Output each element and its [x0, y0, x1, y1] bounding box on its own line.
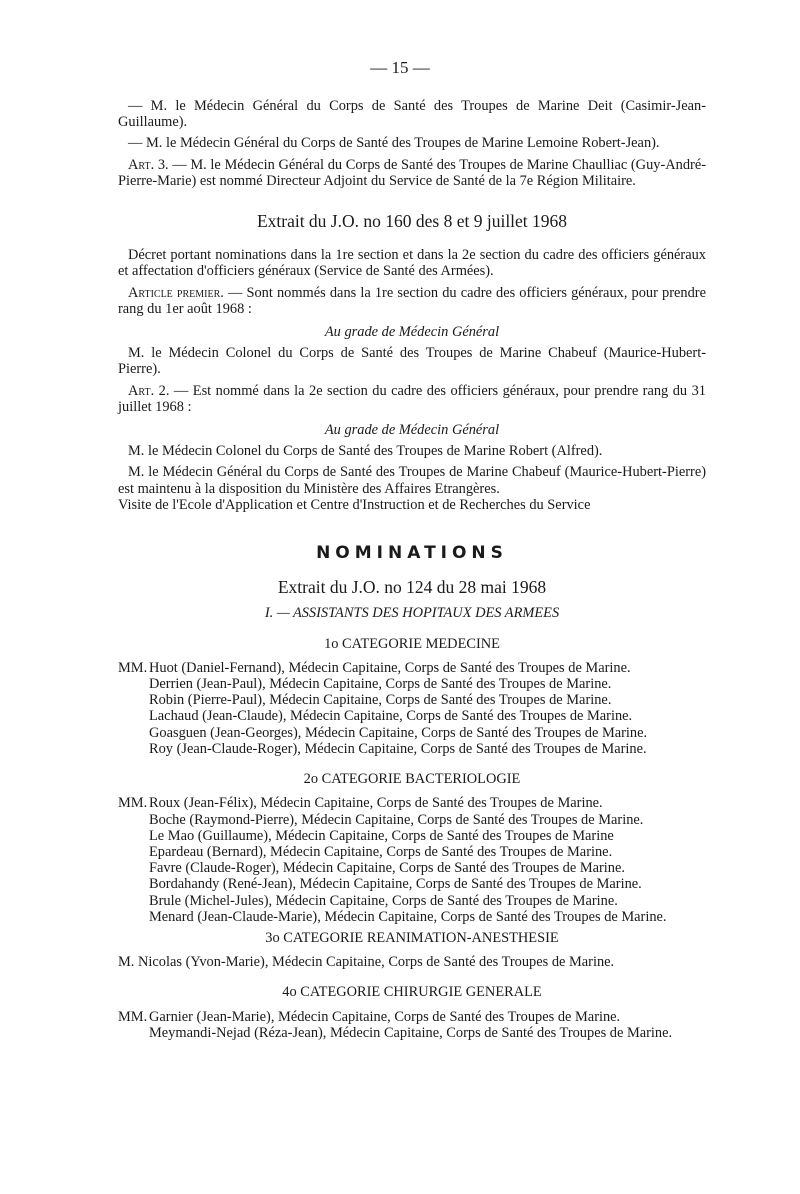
paragraph-deit: — M. le Médecin Général du Corps de Santé des Troupes de Marine Deit (Casimir-Jean-Guillaume). — [118, 98, 706, 131]
list-item: Roy (Jean-Claude-Roger), Médecin Capitaine, Corps de Santé des Troupes de Marine. — [149, 740, 647, 757]
extrait-heading-160: Extrait du J.O. no 160 des 8 et 9 juillet 1968 — [256, 211, 568, 232]
paragraph-art3 — [118, 157, 706, 189]
paragraph-lemoine: — M. le Médecin Général du Corps de Santé des Troupes de Marine Lemoine Robert-Jean). — [128, 135, 660, 152]
list-item: Boche (Raymond-Pierre), Médecin Capitaine, Corps de Santé des Troupes de Marine. — [149, 811, 644, 828]
paragraph-robert: M. le Médecin Colonel du Corps de Santé des Troupes de Marine Robert (Alfred). — [128, 443, 603, 460]
document-body — [118, 98, 706, 1041]
section-heading-assistants: I. — ASSISTANTS DES HOPITAUX DES ARMEES — [264, 605, 560, 622]
mm-label: MM. — [118, 1008, 148, 1025]
list-reanimation — [118, 954, 706, 970]
list-item: Robin (Pierre-Paul), Médecin Capitaine, Corps de Santé des Troupes de Marine. — [149, 692, 612, 709]
list-item: Favre (Claude-Roger), Médecin Capitaine, Corps de Santé des Troupes de Marine. — [149, 860, 625, 877]
list-item: Epardeau (Bernard), Médecin Capitaine, Corps de Santé des Troupes de Marine. — [149, 843, 613, 860]
list-item: Roux (Jean-Félix), Médecin Capitaine, Corps de Santé des Troupes de Marine. — [149, 795, 603, 812]
category-title-chirurgie: 4o CATEGORIE CHIRURGIE GENERALE — [282, 984, 542, 1001]
paragraph-chabeuf-general: M. le Médecin Général du Corps de Santé des Troupes de Marine Chabeuf (Maurice-Hubert-Pierre) est maintenu à la disposition du Ministère des Affaires Etrangères. — [118, 464, 706, 497]
list-item: Meymandi-Nejad (Réza-Jean), Médecin Capitaine, Corps de Santé des Troupes de Marine. — [149, 1024, 673, 1041]
extrait-heading-124: Extrait du J.O. no 124 du 28 mai 1968 — [277, 577, 547, 598]
list-item: Menard (Jean-Claude-Marie), Médecin Capitaine, Corps de Santé des Troupes de Marine. — [149, 908, 667, 925]
art3-label: Art. 3. — [128, 156, 169, 173]
list-item: Garnier (Jean-Marie), Médecin Capitaine, Corps de Santé des Troupes de Marine. — [149, 1008, 621, 1025]
paragraph-art2 — [118, 383, 706, 415]
category-title-reanimation: 3o CATEGORIE REANIMATION-ANESTHESIE — [265, 929, 559, 946]
list-medecine — [118, 660, 706, 757]
art1-text: — Sont nommés dans la 1re section du cadre des officiers généraux, pour prendre rang du 1er août 1968 : — [118, 284, 706, 317]
paragraph-visite: Visite de l'Ecole d'Application et Centre d'Instruction et de Recherches du Service — [118, 496, 591, 513]
list-chirurgie — [118, 1009, 706, 1041]
grade-heading-2: Au grade de Médecin Général — [324, 422, 500, 439]
list-item — [118, 954, 706, 970]
nominations-heading: NOMINATIONS — [316, 543, 508, 564]
mm-label: MM. — [118, 659, 148, 676]
list-item: Brule (Michel-Jules), Médecin Capitaine, Corps de Santé des Troupes de Marine. — [149, 892, 618, 909]
list-item: Bordahandy (René-Jean), Médecin Capitaine, Corps de Santé des Troupes de Marine. — [149, 876, 642, 893]
list-item: Goasguen (Jean-Georges), Médecin Capitaine, Corps de Santé des Troupes de Marine. — [149, 724, 648, 741]
art3-text: — M. le Médecin Général du Corps de Santé des Troupes de Marine Chaulliac (Guy-André-Pierre-Marie) est nommé Directeur Adjoint du Service de Santé de la 7e Région Militaire. — [118, 156, 707, 189]
list-item: Huot (Daniel-Fernand), Médecin Capitaine, Corps de Santé des Troupes de Marine. — [149, 659, 631, 676]
category-title-bacteriologie: 2o CATEGORIE BACTERIOLOGIE — [303, 771, 521, 788]
art2-label: Art. 2. — [128, 382, 170, 399]
page-number: — 15 — — [370, 58, 430, 77]
list-item: Lachaud (Jean-Claude), Médecin Capitaine, Corps de Santé des Troupes de Marine. — [149, 708, 633, 725]
list-item: Derrien (Jean-Paul), Médecin Capitaine, Corps de Santé des Troupes de Marine. — [149, 676, 612, 693]
paragraph-decret: Décret portant nominations dans la 1re section et dans la 2e section du cadre des officiers généraux et affectation d'officiers généraux (Service de Santé des Armées). — [118, 247, 706, 280]
category-title-medecine: 1o CATEGORIE MEDECINE — [324, 635, 500, 652]
list-item: Le Mao (Guillaume), Médecin Capitaine, Corps de Santé des Troupes de Marine — [149, 827, 614, 844]
art1-label: Article premier. — [128, 284, 224, 301]
grade-heading-1: Au grade de Médecin Général — [324, 324, 500, 341]
m-label: M. — [118, 954, 135, 971]
art2-text: — Est nommé dans la 2e section du cadre des officiers généraux, pour prendre rang du 31 juillet 1968 : — [118, 382, 706, 415]
mm-label: MM. — [118, 795, 148, 812]
paragraph-chabeuf-colonel: M. le Médecin Colonel du Corps de Santé des Troupes de Marine Chabeuf (Maurice-Hubert-Pierre). — [118, 345, 706, 378]
list-bacteriologie — [118, 795, 706, 925]
entry-text: Nicolas (Yvon-Marie), Médecin Capitaine, Corps de Santé des Troupes de Marine. — [138, 954, 615, 971]
paragraph-article-premier — [118, 285, 706, 317]
